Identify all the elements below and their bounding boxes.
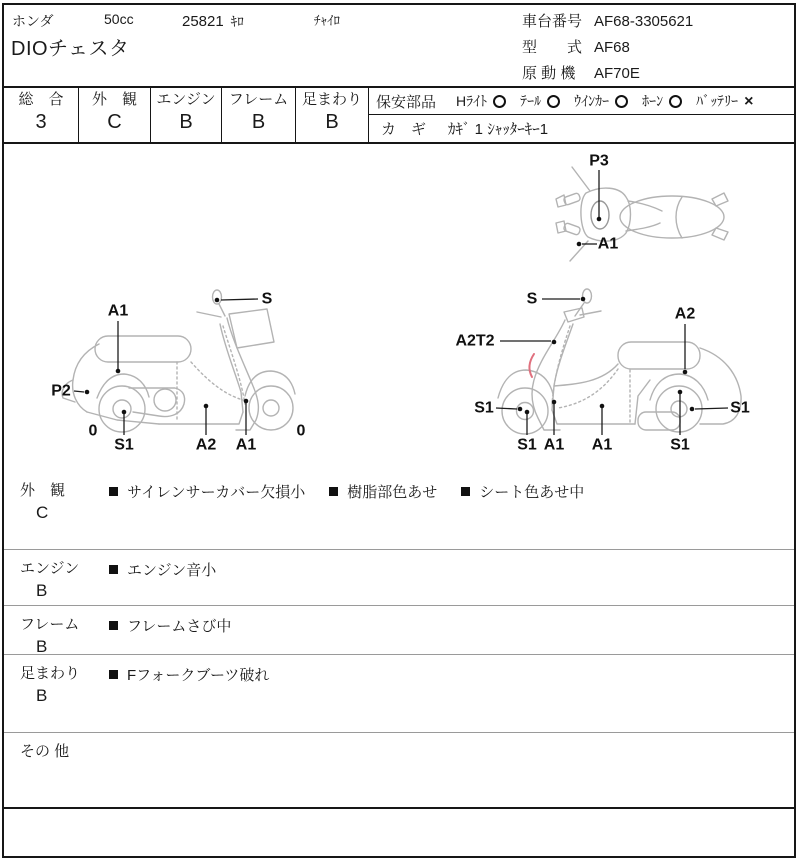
damage-code-label: S	[261, 290, 273, 308]
damage-code-label: S1	[730, 399, 750, 417]
grade-value: B	[179, 111, 193, 133]
status-ok-circle-icon	[493, 95, 506, 108]
type-row	[522, 35, 693, 61]
displacement: 50cc	[104, 11, 134, 27]
condition-item	[329, 481, 437, 501]
condition-section-grade	[20, 761, 94, 764]
engine-code: AF70E	[594, 65, 640, 82]
condition-item-text: サイレンサーカバー欠損小	[127, 483, 306, 501]
condition-section	[4, 472, 794, 549]
condition-item-text: Fフォークブーツ破れ	[127, 666, 270, 684]
condition-section-side	[4, 550, 94, 605]
condition-item	[109, 615, 231, 635]
chassis-label: 車台番号	[522, 13, 583, 30]
damage-code-label: 0	[88, 422, 98, 440]
condition-section-grade: B	[36, 637, 48, 656]
damage-code-label: A1	[591, 436, 613, 454]
grade-table	[4, 88, 794, 144]
safety-item-name: ﾃｰﾙ	[520, 93, 542, 109]
safety-item	[642, 91, 682, 111]
square-bullet-icon	[109, 565, 118, 574]
safety-item-name: ﾎｰﾝ	[642, 93, 664, 109]
engine-label: 原 動 機	[522, 65, 576, 82]
condition-item	[109, 664, 269, 684]
grade-label: 総 合	[18, 91, 64, 108]
engine-row	[522, 61, 693, 87]
safety-item	[574, 91, 628, 111]
condition-section-grade: C	[36, 503, 49, 522]
condition-section-grade: B	[36, 686, 48, 705]
mileage-unit: ｷﾛ	[230, 14, 244, 29]
condition-sections	[4, 472, 794, 807]
condition-item-text: フレームさび中	[127, 617, 232, 635]
damage-code-label: A1	[543, 436, 565, 454]
condition-item-list	[94, 472, 794, 549]
condition-section-grade: B	[36, 581, 48, 600]
square-bullet-icon	[109, 487, 118, 496]
condition-section-side	[4, 606, 94, 654]
grade-cell	[4, 88, 79, 142]
diagram-right-side-view	[452, 284, 762, 459]
grade-value: B	[251, 111, 266, 133]
square-bullet-icon	[461, 487, 470, 496]
header	[4, 5, 794, 88]
damage-code-label: A1	[107, 302, 129, 320]
safety-item	[456, 91, 506, 111]
key-label: カ ギ	[381, 120, 427, 138]
damage-code-label: S1	[474, 399, 494, 417]
diagram-labels-overlay	[452, 284, 762, 459]
damage-code-label: S	[526, 290, 538, 308]
grade-cell	[151, 88, 222, 142]
damage-diagram-area	[4, 144, 794, 472]
status-ok-circle-icon	[547, 95, 560, 108]
mileage-value: 25821	[182, 13, 224, 30]
vehicle-ids	[522, 9, 693, 87]
condition-section-label: 外 観	[20, 482, 66, 499]
condition-item	[461, 481, 584, 501]
safety-item-name: ｳｲﾝｶｰ	[574, 93, 610, 109]
damage-code-label: S1	[517, 436, 537, 454]
damage-code-label: A2T2	[455, 332, 495, 350]
status-ok-circle-icon	[669, 95, 682, 108]
grade-cell	[296, 88, 369, 142]
damage-code-label: A1	[597, 235, 619, 253]
safety-parts-label: 保安部品	[376, 93, 437, 111]
mileage	[182, 11, 244, 30]
condition-section-label: 足まわり	[20, 665, 81, 682]
damage-code-label: A2	[674, 305, 696, 323]
grade-cell	[222, 88, 296, 142]
auction-sheet	[2, 3, 796, 858]
diagram-labels-overlay	[542, 149, 772, 279]
safety-parts-row	[369, 88, 794, 115]
damage-code-label: A2	[195, 436, 217, 454]
diagram-left-side-view	[47, 284, 317, 459]
chassis-row	[522, 9, 693, 35]
grade-value: B	[325, 111, 339, 133]
model-name: DIOチェスタ	[11, 38, 130, 60]
damage-code-label: 0	[296, 422, 306, 440]
damage-code-label: S1	[114, 436, 134, 454]
grade-value: 3	[35, 111, 47, 133]
grade-cell	[79, 88, 151, 142]
condition-item-list	[94, 733, 794, 807]
condition-section	[4, 654, 794, 732]
body-color: ﾁｬｲﾛ	[314, 13, 340, 28]
damage-code-label: A1	[235, 436, 257, 454]
chassis-number: AF68-3305621	[594, 13, 694, 30]
grade-label: 外 観	[91, 91, 137, 108]
damage-code-label: P3	[589, 152, 609, 170]
condition-section-side	[4, 655, 94, 732]
grade-value: C	[107, 111, 122, 133]
status-ng-cross-icon: ×	[744, 92, 754, 110]
condition-item-list	[94, 550, 794, 605]
type-code: AF68	[594, 39, 630, 56]
condition-section-label: フレーム	[20, 616, 80, 633]
condition-section-side	[4, 733, 94, 807]
diagram-top-view	[542, 149, 772, 279]
grade-label: 足まわり	[301, 91, 362, 108]
damage-code-label: S1	[670, 436, 690, 454]
diagram-labels-overlay	[47, 284, 317, 459]
key-row	[369, 115, 794, 141]
condition-item	[109, 559, 216, 579]
safety-item-name: ﾊﾞｯﾃﾘｰ	[696, 93, 739, 109]
condition-section-label: その 他	[20, 743, 70, 760]
square-bullet-icon	[109, 621, 118, 630]
condition-section	[4, 549, 794, 605]
bottom-empty-row	[4, 807, 794, 856]
condition-item-list	[94, 606, 794, 654]
condition-item-text: シート色あせ中	[479, 483, 585, 501]
grade-label: エンジン	[156, 91, 216, 108]
safety-item	[696, 91, 753, 111]
condition-item-text: エンジン音小	[127, 561, 217, 579]
safety-items	[442, 91, 753, 111]
condition-section-label: エンジン	[20, 560, 80, 577]
condition-item	[109, 481, 305, 501]
condition-item-list	[94, 655, 794, 732]
status-ok-circle-icon	[615, 95, 628, 108]
key-value: ｶｷﾞ 1 ｼｬｯﾀｰｷｰ1	[448, 120, 549, 138]
condition-section	[4, 732, 794, 807]
square-bullet-icon	[109, 670, 118, 679]
safety-parts-box	[369, 88, 794, 142]
grade-label: フレーム	[228, 91, 289, 108]
condition-section	[4, 605, 794, 654]
safety-item	[520, 91, 560, 111]
condition-item-text: 樹脂部色あせ	[347, 483, 438, 501]
condition-section-side	[4, 472, 94, 549]
type-label: 型 式	[522, 39, 583, 56]
square-bullet-icon	[329, 487, 338, 496]
maker-name: ホンダ	[12, 13, 54, 29]
safety-item-name: Hﾗｲﾄ	[456, 93, 488, 109]
damage-code-label: P2	[51, 382, 71, 400]
